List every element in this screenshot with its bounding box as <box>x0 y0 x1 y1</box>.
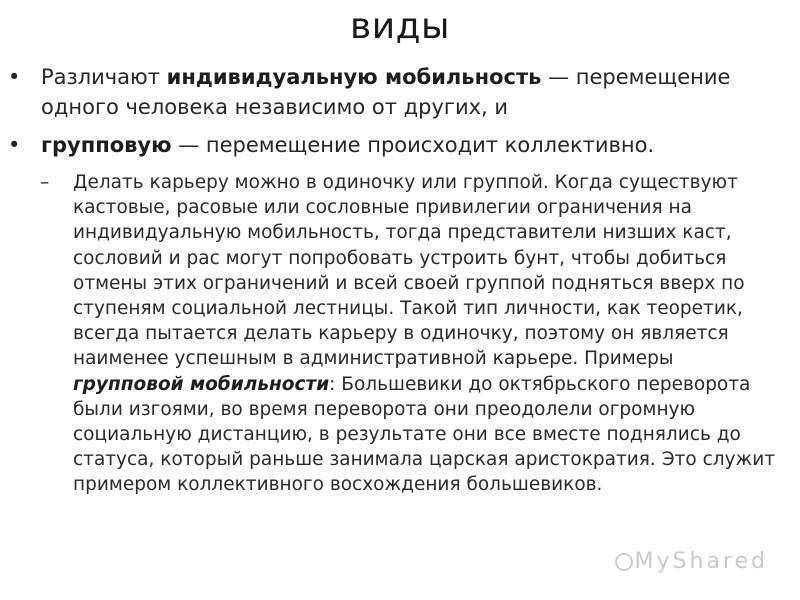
bullet-term-bold: индивидуальную мобильность <box>166 65 542 89</box>
bullet-individual-mobility <box>8 62 778 122</box>
sub-bullet-text <box>73 170 785 498</box>
paragraph-emphasis: групповой мобильности <box>73 373 330 395</box>
slide-title: виды <box>350 6 450 47</box>
sub-bullet-marker: – <box>40 172 50 193</box>
watermark-logo <box>615 549 768 574</box>
watermark-text: MyShared <box>634 549 768 574</box>
bullet-term-bold: групповую <box>41 133 172 157</box>
bullet-text <box>41 62 778 122</box>
sub-bullet-paragraph <box>40 170 785 498</box>
paragraph-text-after: : Большевики до октябрьского переворота были изгоями, во время переворота они преодолели огромную социальную дистанцию, в результате они все вместе поднялись до статуса, который раньше занимала царская аристократия. Это служит примером коллективного восхождения большевиков. <box>73 373 775 496</box>
watermark-icon <box>615 553 633 571</box>
bullet-text-post: — перемещение одного человека независимо от других, и <box>41 65 731 119</box>
paragraph-text-before: Делать карьеру можно в одиночку или группой. Когда существуют кастовые, расовые или сословные привилегии ограничения на индивидуальную мобильность, тогда представители низших каст, сословий и рас могут попробовать устроить бунт, чтобы добиться отмены этих ограничений и всей своей группой подняться вверх по ступеням социальной лестницы. Такой тип личности, как теоретик, всегда пытается делать карьеру в одиночку, поэтому он является наименее успешным в административной карьере. Примеры <box>73 172 745 370</box>
bullet-group-mobility <box>8 130 778 160</box>
bullet-text-post: — перемещение происходит коллективно. <box>171 133 655 157</box>
bullet-marker: • <box>8 133 21 157</box>
bullet-text-pre: Различают <box>41 65 167 89</box>
bullet-text <box>41 130 778 160</box>
bullet-marker: • <box>8 65 21 89</box>
